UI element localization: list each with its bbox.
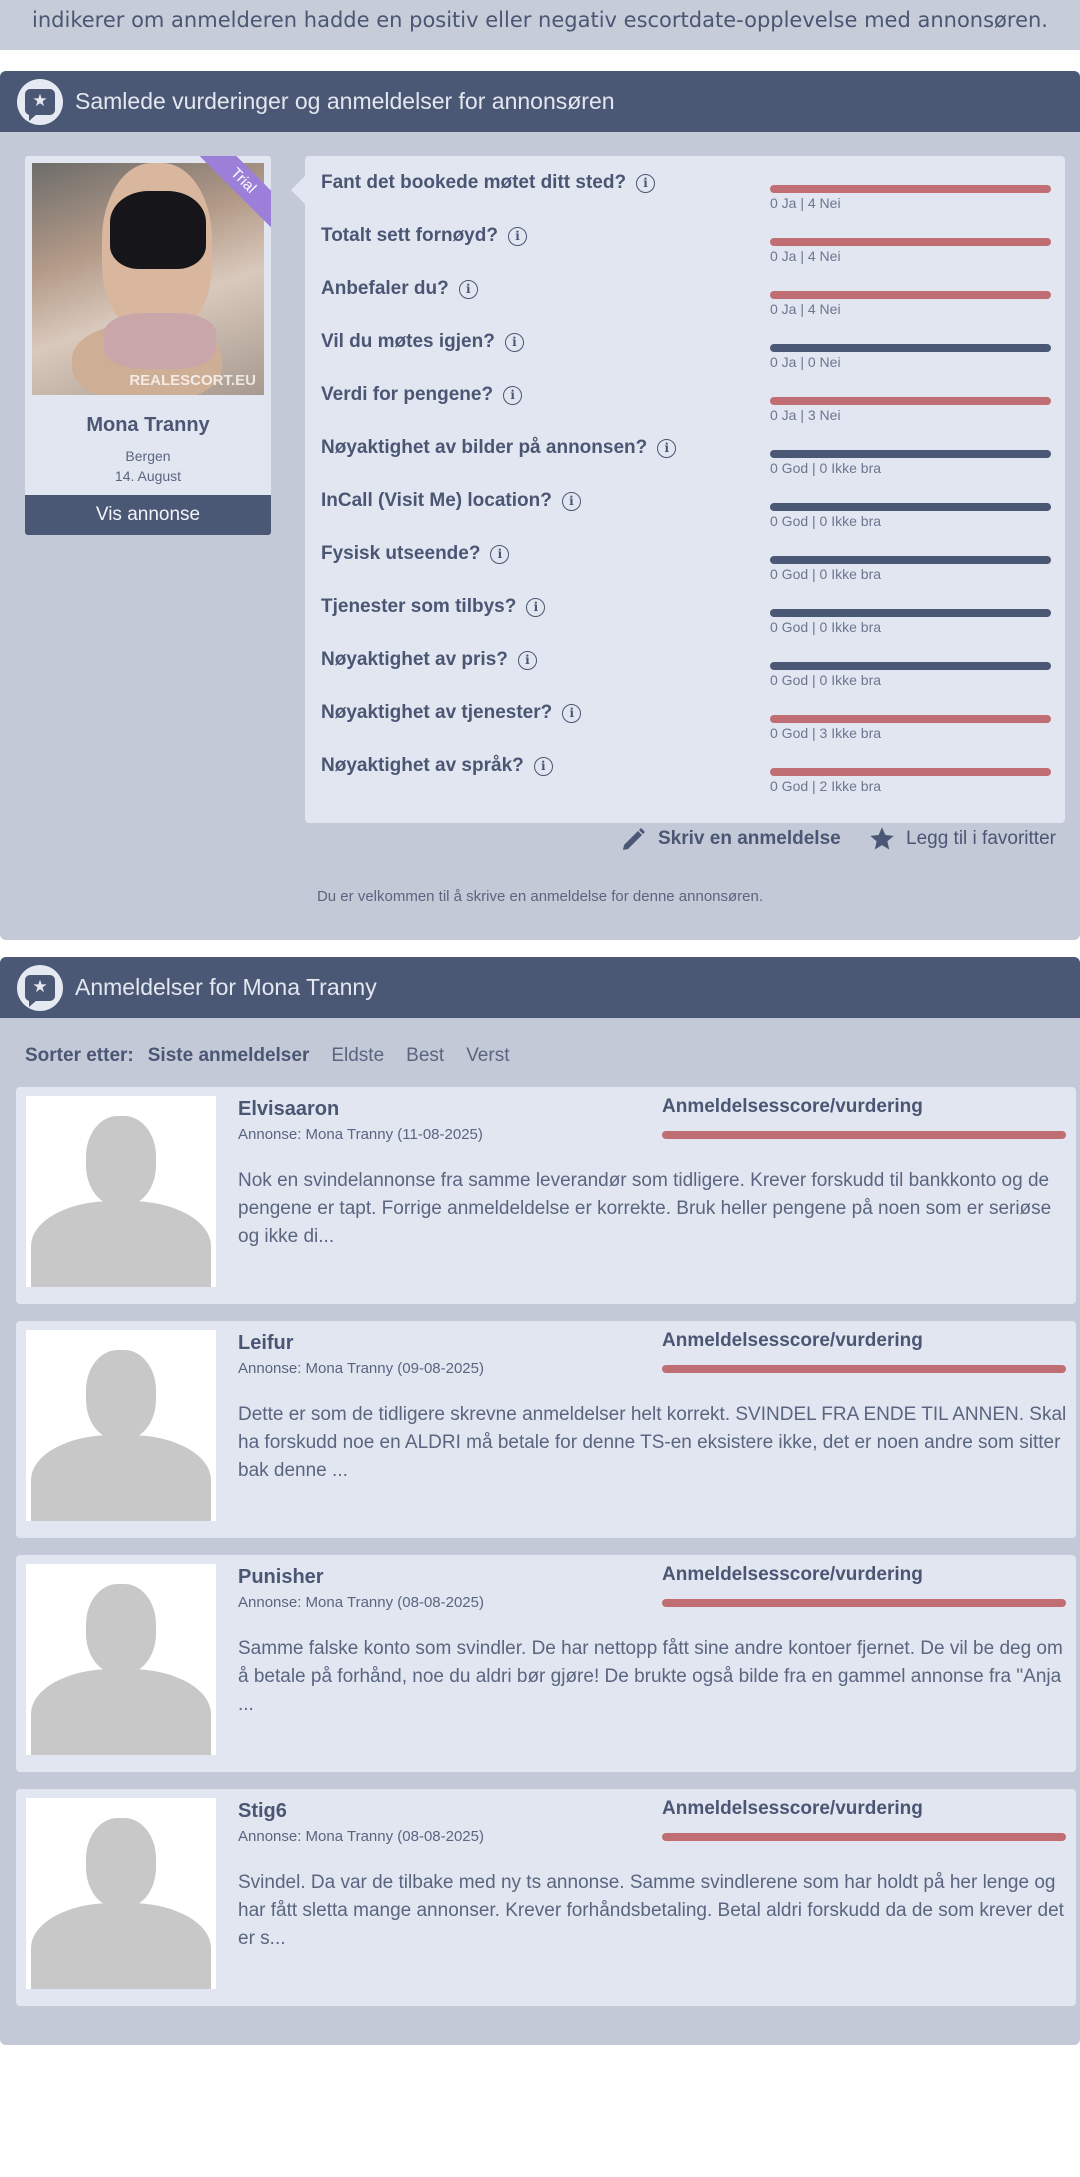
rating-row [305,641,1065,694]
review-author[interactable]: Stig6 [238,1800,287,1822]
rating-count: 0 God | 3 Ikke bra [770,725,882,741]
rating-question: Verdi for pengene? [321,384,494,405]
info-icon[interactable]: i [490,545,509,564]
add-favorite-button[interactable] [868,825,1056,853]
review-card[interactable] [16,1789,1076,2006]
rating-count: 0 Ja | 4 Nei [770,301,841,317]
rating-label [321,384,522,406]
rating-row [305,323,1065,376]
rating-bar [770,768,1051,776]
info-icon[interactable]: i [503,386,522,405]
rating-question: InCall (Visit Me) location? [321,490,552,511]
user-silhouette-icon [26,1096,216,1287]
review-text: Samme falske konto som svindler. De har nettopp fått sine andre kontoer fjernet. De vil be deg om å betale på forhånd, noe du aldri bør gjøre! De brukte også bilde fra en gammel annonse fra "Anja ... [238,1638,1063,1715]
rating-bar [770,662,1051,670]
profile-card[interactable] [25,156,271,535]
info-icon[interactable]: i [657,439,676,458]
review-ad-ref: Annonse: Mona Tranny (08-08-2025) [238,1594,484,1611]
write-review-button[interactable] [620,825,841,853]
review-score-bar [662,1833,1066,1841]
info-icon[interactable]: i [562,492,581,511]
sort-best[interactable]: Best [406,1045,445,1066]
review-ad-ref: Annonse: Mona Tranny (08-08-2025) [238,1828,484,1845]
info-icon[interactable]: i [459,280,478,299]
profile-city: Bergen [125,448,171,464]
rating-bar [770,609,1051,617]
rating-row [305,694,1065,747]
rating-count: 0 God | 0 Ikke bra [770,619,882,635]
rating-row [305,482,1065,535]
info-icon[interactable]: i [534,757,553,776]
rating-question: Nøyaktighet av tjenester? [321,702,553,723]
top-banner [0,0,1080,50]
rating-row [305,270,1065,323]
info-icon[interactable]: i [526,598,545,617]
summary-header [0,71,1080,132]
rating-count: 0 God | 0 Ikke bra [770,460,882,476]
rating-question: Fysisk utseende? [321,543,481,564]
rating-label [321,278,478,300]
rating-count: 0 God | 0 Ikke bra [770,513,882,529]
rating-row [305,747,1065,800]
review-text: Svindel. Da var de tilbake med ny ts annonse. Samme svindlerene som har holdt på her lenge og har fått sletta mange annonser. Krever forhåndsbetaling. Betal aldri forskudd da de som krever det er s... [238,1872,1064,1949]
rating-question: Nøyaktighet av språk? [321,755,524,776]
reviews-header [0,957,1080,1018]
review-score-label: Anmeldelsesscore/vurdering [662,1096,923,1117]
rating-count: 0 Ja | 4 Nei [770,195,841,211]
review-score-label: Anmeldelsesscore/vurdering [662,1798,923,1819]
review-card[interactable] [16,1087,1076,1304]
info-icon[interactable]: i [505,333,524,352]
welcome-text: Du er velkommen til å skrive en anmeldelse for denne annonsøren. [316,888,764,905]
rating-label [321,596,545,618]
rating-label [321,755,553,777]
user-silhouette-icon [26,1330,216,1521]
rating-label [321,702,581,724]
rating-bar [770,397,1051,405]
profile-name[interactable]: Mona Tranny [86,414,210,436]
review-text: Dette er som de tidligere skrevne anmeldelser helt korrekt. SVINDEL FRA ENDE TIL ANNEN. Skal ha forskudd noe en ALDRI må betale for denne TS-en eksistere ikke, det er noen andre som sitter bak denne ... [238,1404,1067,1481]
rating-bar [770,503,1051,511]
rating-label [321,490,581,512]
review-score-bar [662,1599,1066,1607]
rating-label [321,331,524,353]
pencil-icon [620,825,648,853]
review-author[interactable]: Punisher [238,1566,324,1588]
rating-count: 0 Ja | 4 Nei [770,248,841,264]
review-text: Nok en svindelannonse fra samme leverandør som tidligere. Krever forskudd til bankkonto og de pengene er tapt. Forrige anmeldeldelse er korrekte. Bruk heller pengene på noen som er seriøse og ikke di... [238,1170,1052,1247]
rating-label [321,172,655,194]
review-ad-ref: Annonse: Mona Tranny (11-08-2025) [238,1126,483,1143]
rating-row [305,588,1065,641]
review-score-label: Anmeldelsesscore/vurdering [662,1564,923,1585]
rating-bar [770,715,1051,723]
rating-bar [770,185,1051,193]
banner-text: indikerer om anmelderen hadde en positiv eller negativ escortdate-opplevelse med annonsøren. [32,8,1048,32]
rating-count: 0 God | 0 Ikke bra [770,566,882,582]
rating-question: Vil du møtes igjen? [321,331,495,352]
rating-question: Nøyaktighet av pris? [321,649,508,670]
rating-row [305,429,1065,482]
rating-count: 0 God | 2 Ikke bra [770,778,882,794]
star-chat-icon: ★ [17,79,63,125]
rating-bar [770,291,1051,299]
rating-label [321,437,676,459]
sort-oldest[interactable]: Eldste [331,1045,385,1066]
rating-row [305,164,1065,217]
rating-bar [770,344,1051,352]
ratings-box [305,156,1065,823]
sort-worst[interactable]: Verst [466,1045,510,1066]
rating-question: Nøyaktighet av bilder på annonsen? [321,437,648,458]
review-score-label: Anmeldelsesscore/vurdering [662,1330,923,1351]
review-author[interactable]: Elvisaaron [238,1098,340,1120]
rating-row [305,535,1065,588]
rating-bar [770,450,1051,458]
rating-question: Fant det bookede møtet ditt sted? [321,172,627,193]
profile-date: 14. August [114,468,182,484]
rating-label [321,649,537,671]
star-icon [868,825,896,853]
sort-bar [25,1045,532,1067]
rating-count: 0 God | 0 Ikke bra [770,672,882,688]
rating-label [321,225,527,247]
rating-count: 0 Ja | 0 Nei [770,354,841,370]
sort-latest[interactable]: Siste anmeldelser [147,1045,310,1066]
rating-question: Anbefaler du? [321,278,449,299]
info-icon[interactable]: i [562,704,581,723]
rating-question: Tjenester som tilbys? [321,596,517,617]
reviews-panel [0,957,1080,2045]
reviews-title: Anmeldelser for Mona Tranny [75,974,377,1000]
summary-panel [0,71,1080,940]
rating-bar [770,556,1051,564]
user-silhouette-icon [26,1564,216,1755]
review-score-bar [662,1365,1066,1373]
review-card[interactable] [16,1555,1076,1772]
rating-bar [770,238,1051,246]
star-chat-icon: ★ [17,965,63,1011]
rating-question: Totalt sett fornøyd? [321,225,498,246]
review-ad-ref: Annonse: Mona Tranny (09-08-2025) [238,1360,484,1377]
trial-ribbon: Trial [191,156,271,233]
info-icon[interactable]: i [636,174,655,193]
rating-row [305,217,1065,270]
watermark: REALESCORT.EU [129,372,256,389]
user-silhouette-icon [26,1798,216,1989]
write-review-label: Skriv en anmeldelse [658,828,841,849]
sort-label: Sorter etter: [25,1045,134,1066]
review-author[interactable]: Leifur [238,1332,294,1354]
add-favorite-label: Legg til i favoritter [906,828,1056,849]
rating-row [305,376,1065,429]
info-icon[interactable]: i [518,651,537,670]
view-ad-button[interactable]: Vis annonse [25,495,271,535]
profile-photo[interactable] [32,163,264,395]
summary-title: Samlede vurderinger og anmeldelser for annonsøren [75,88,615,114]
rating-label [321,543,509,565]
info-icon[interactable]: i [508,227,527,246]
rating-count: 0 Ja | 3 Nei [770,407,841,423]
review-card[interactable] [16,1321,1076,1538]
review-score-bar [662,1131,1066,1139]
